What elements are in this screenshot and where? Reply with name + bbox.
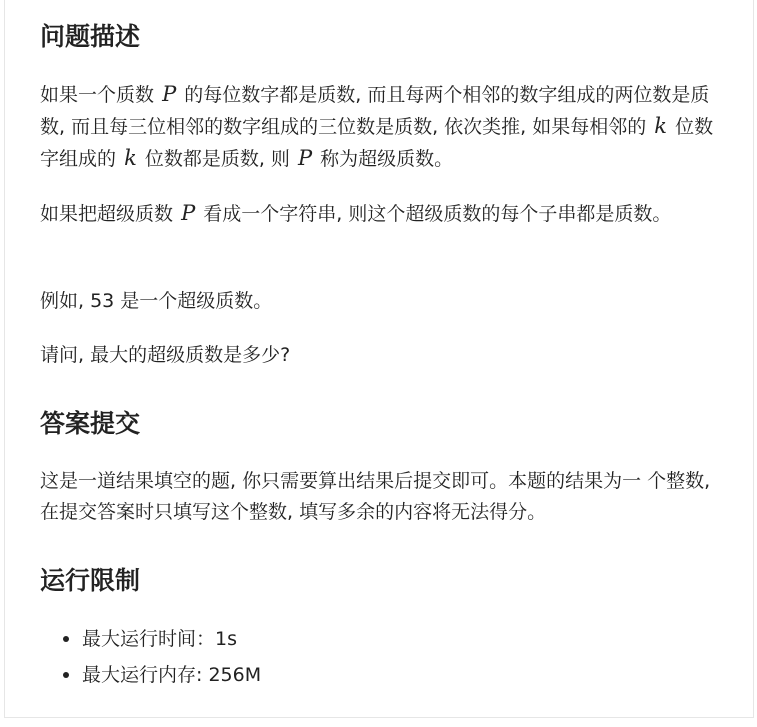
description-paragraph-2 [40, 198, 700, 230]
limits-heading: 运行限制 [40, 566, 141, 595]
p1-var-k1: k [654, 114, 668, 138]
p1-text-e: 称为超级质数。 [320, 148, 454, 170]
p1-text-a: 如果一个质数 [40, 84, 155, 106]
limit-item-memory [40, 657, 261, 693]
description-paragraph-4: 请问, 最大的超级质数是多少? [40, 344, 291, 366]
p1-text-c: 位数字组成的 [40, 116, 714, 170]
p2-text-b: 看成一个字符串, 则这个超级质数的每个子串都是质数。 [203, 203, 672, 225]
p1-var-p: P [162, 82, 177, 106]
answer-heading: 答案提交 [40, 409, 141, 438]
bullet-icon [63, 672, 69, 678]
p1-var-k2: k [124, 146, 137, 170]
answer-paragraph: 这是一道结果填空的题, 你只需要算出结果后提交即可。本题的结果为一 个整数, 在提交答案时只填写这个整数, 填写多余的内容将无法得分。 [40, 470, 711, 523]
limit-item-time [40, 621, 261, 657]
p2-var-p: P [181, 201, 196, 225]
limits-list [40, 621, 261, 693]
p1-text-d: 位数都是质数, 则 [144, 148, 290, 170]
bullet-icon [63, 636, 69, 642]
p1-text-b: 的每位数字都是质数, 而且每两个相邻的数字组成的两位数是质数, 而且每三位相邻的数字组成的三位数是质数, 依次类推, 如果每相邻的 [40, 84, 710, 138]
limit-time-text: 最大运行时间：1s [82, 628, 237, 650]
description-heading: 问题描述 [40, 22, 141, 51]
description-paragraph-1 [40, 79, 730, 175]
description-paragraph-3: 例如, 53 是一个超级质数。 [40, 290, 273, 312]
p2-text-a: 如果把超级质数 [40, 203, 174, 225]
p1-var-p2: P [297, 146, 313, 170]
limit-memory-text: 最大运行内存: 256M [82, 664, 262, 686]
problem-panel [4, 0, 754, 718]
